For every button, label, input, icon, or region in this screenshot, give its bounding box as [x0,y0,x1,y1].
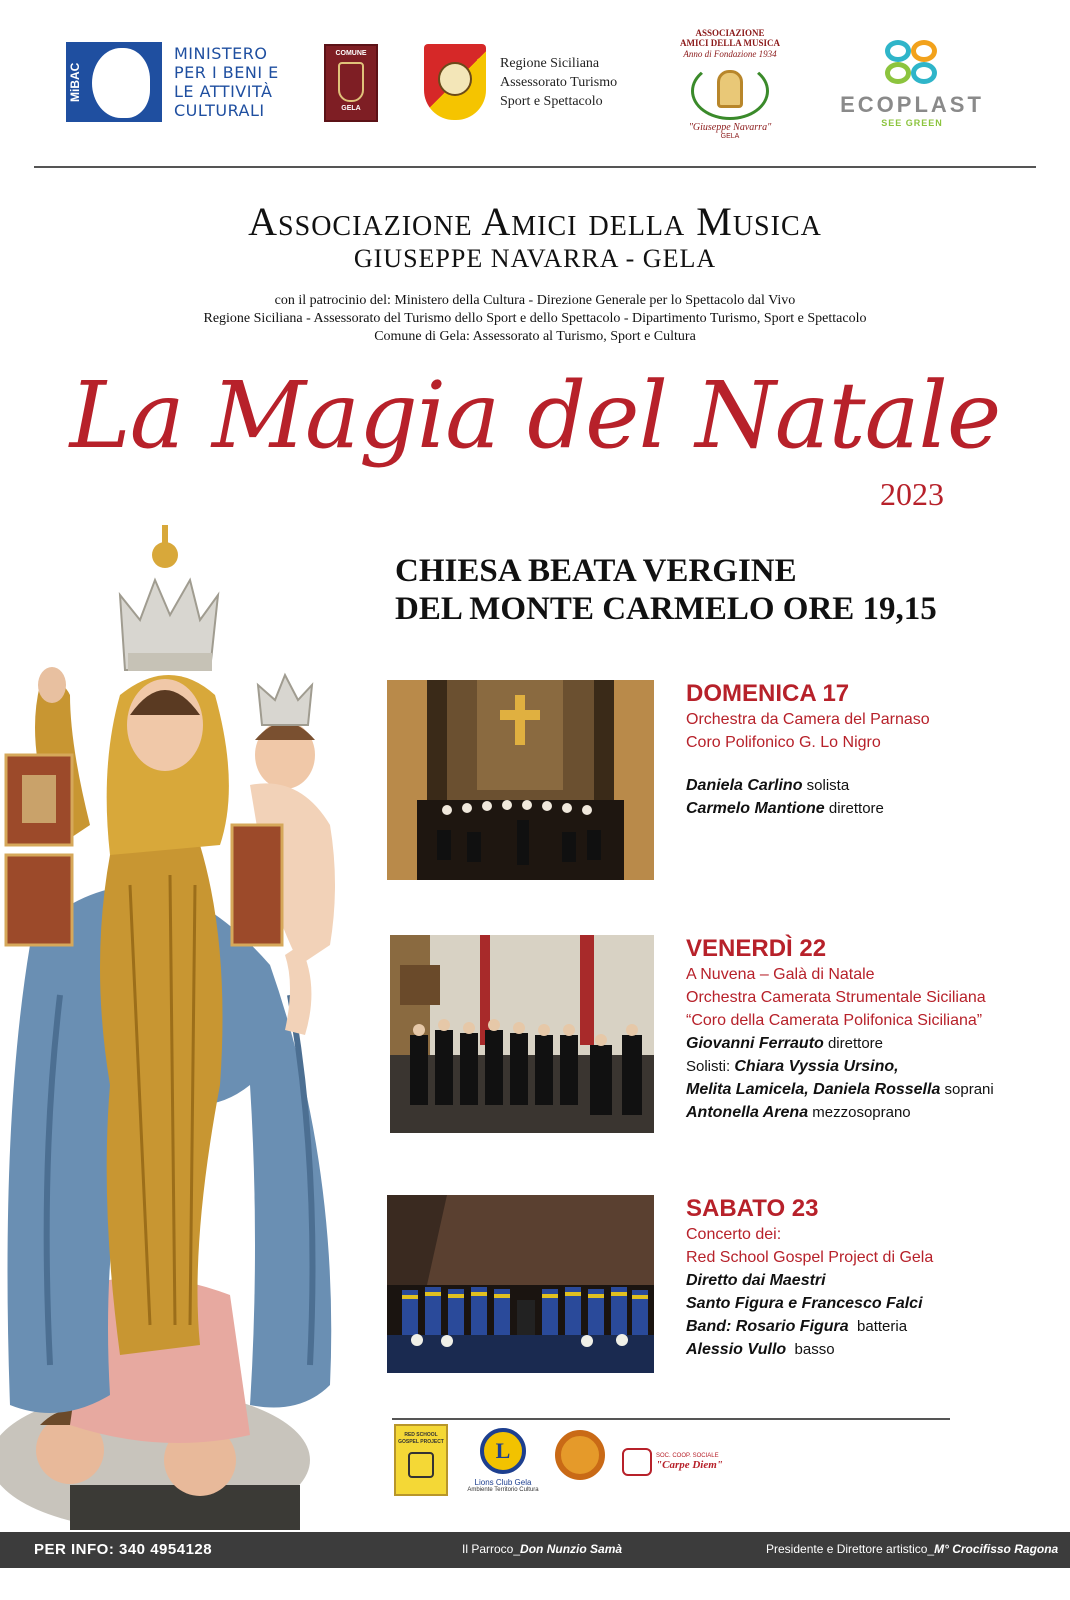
parroco-credit [462,1542,622,1556]
person-name: Diretto dai Maestri [686,1272,826,1289]
event-performer: Coro Polifonico G. Lo Nigro [686,734,881,751]
person-name: Melita Lamicela, Daniela Rossella [686,1081,941,1098]
info-phone: PER INFO: 340 4954128 [34,1541,213,1558]
person-name: Antonella Arena [686,1104,809,1121]
event-performer: Concerto dei: [686,1226,782,1243]
event-performer: “Coro della Camerata Polifonica Siciliana” [686,1012,983,1029]
patronage-line: Regione Siciliana - Assessorato del Turismo dello Sport e dello Spettacolo - Dipartimento Turismo, Sport e Spettacolo [203,311,867,326]
event-person [686,1315,933,1338]
mibac-emblem [66,42,162,122]
president-label: Presidente e Direttore artistico_ [766,1542,935,1556]
event-title: La Magia del Natale [69,362,1001,469]
ecoplast-icon [881,38,943,88]
parroco-name: Don Nunzio Samà [520,1542,623,1556]
event-day: DOMENICA 17 [686,680,850,707]
event-person [686,1055,994,1078]
amici-logo-line: AMICI DELLA MUSICA [679,38,780,48]
event-performer: Orchestra da Camera del Parnaso [686,711,930,728]
event-person [686,1338,933,1361]
sponsor-divider [392,1418,950,1420]
event-person [686,774,930,797]
person-name: Carmelo Mantione [686,800,825,817]
mibac-vertical-text: MiBAC [68,62,82,102]
event-venerdi [686,935,994,1124]
event-person [686,1032,994,1055]
venue-line: CHIESA BEATA VERGINE [395,553,797,589]
amici-logo-name: "Giuseppe Navarra" [688,122,772,133]
regione-line: Regione Siciliana [500,56,600,71]
event-person [686,1078,994,1101]
red-school-name: RED SCHOOL GOSPEL PROJECT [398,1432,444,1445]
person-name: Daniela Carlino [686,777,803,794]
lyre-icon [408,1452,434,1478]
event-performer: Red School Gospel Project di Gela [686,1249,934,1266]
president-name: M° Crocifisso Ragona [934,1542,1059,1556]
regione-text [500,54,660,111]
ecoplast-logo [822,38,1002,128]
event-photo-sabato [387,1195,654,1373]
event-day: VENERDÌ 22 [686,935,827,962]
lions-club-subtitle: Ambiente Territorio Cultura [467,1487,539,1493]
patronage-text [0,292,1070,346]
regione-line: Sport e Spettacolo [500,94,603,109]
patronage-line: con il patrocinio del: Ministero della Cultura - Direzione Generale per lo Spettacolo dal Vivo [274,293,796,308]
event-photo-venerdi [390,935,654,1133]
amici-logo-line: ASSOCIAZIONE [695,28,765,38]
footer-bar [0,1532,1070,1568]
event-person [686,1292,933,1315]
eagle-icon [338,62,364,102]
trinacria-icon [438,62,472,96]
person-name: Band: Rosario Figura [686,1318,849,1335]
sponsor-logos-header [60,28,1010,143]
comune-city: GELA [341,105,361,112]
person-name: Giovanni Ferrauto [686,1035,824,1052]
event-sabato [686,1195,933,1361]
ecoplast-name: ECOPLAST [840,92,984,117]
event-performer: Orchestra Camerata Strumentale Siciliana [686,989,986,1006]
madonna-statue-image [0,525,370,1530]
lions-club-logo [458,1424,548,1493]
person-role: direttore [827,1035,883,1052]
amici-musica-logo [668,28,792,140]
person-role: soprani [944,1081,994,1098]
person-role: basso [794,1341,835,1358]
patronage-line: Comune di Gela: Assessorato al Turismo, Sport e Cultura [374,329,696,344]
person-name: Alessio Vullo [686,1341,787,1358]
lions-club-name: Lions Club Gela [474,1478,532,1487]
mibac-logo [66,42,284,122]
regione-line: Assessorato Turismo [500,75,618,90]
event-person [686,1269,933,1292]
association-subtitle: GIUSEPPE NAVARRA - GELA [353,244,717,273]
lion-icon [555,1430,605,1480]
event-person [686,797,930,820]
person-role: mezzosoprano [812,1104,911,1121]
ecoplast-tagline: SEE GREEN [881,118,943,128]
carpe-diem-logo [622,1448,723,1476]
person-role: solista [806,777,850,794]
person-name: Santo Figura e Francesco Falci [686,1295,923,1312]
event-domenica [686,680,930,820]
event-year: 2023 [880,476,944,512]
comune-label: COMUNE [335,50,367,57]
carpe-diem-name: "Carpe Diem" [656,1459,723,1471]
mibac-name: MINISTERO PER I BENI E LE ATTIVITÀ CULTURALI [174,44,279,120]
trinacria-logo [424,44,486,120]
person-role: batteria [857,1318,908,1335]
association-title: Associazione Amici della Musica [248,199,822,244]
parroco-label: Il Parroco_ [462,1542,521,1556]
header-divider [34,166,1036,168]
amici-logo-founded: Anno di Fondazione 1934 [683,49,777,59]
event-person [686,1101,994,1124]
event-performer: A Nuvena – Galà di Natale [686,966,875,983]
lyre-icon [691,62,769,120]
person-name: Chiara Vyssia Ursino, [734,1058,899,1075]
carpe-diem-label: SOC. COOP. SOCIALE [656,1453,719,1459]
lions-seal-icon: L [480,1428,526,1474]
event-photo-domenica [387,680,654,880]
carpe-diem-icon [622,1448,652,1476]
venue-heading [395,552,937,628]
leo-club-logo [552,1424,608,1488]
person-prefix: Solisti: [686,1058,731,1075]
amici-logo-city: GELA [720,133,740,140]
event-day: SABATO 23 [686,1195,819,1222]
person-role: direttore [828,800,884,817]
comune-gela-logo [324,44,378,122]
venue-line: DEL MONTE CARMELO ORE 19,15 [395,591,937,627]
red-school-logo [394,1424,448,1496]
president-credit [766,1542,1058,1556]
